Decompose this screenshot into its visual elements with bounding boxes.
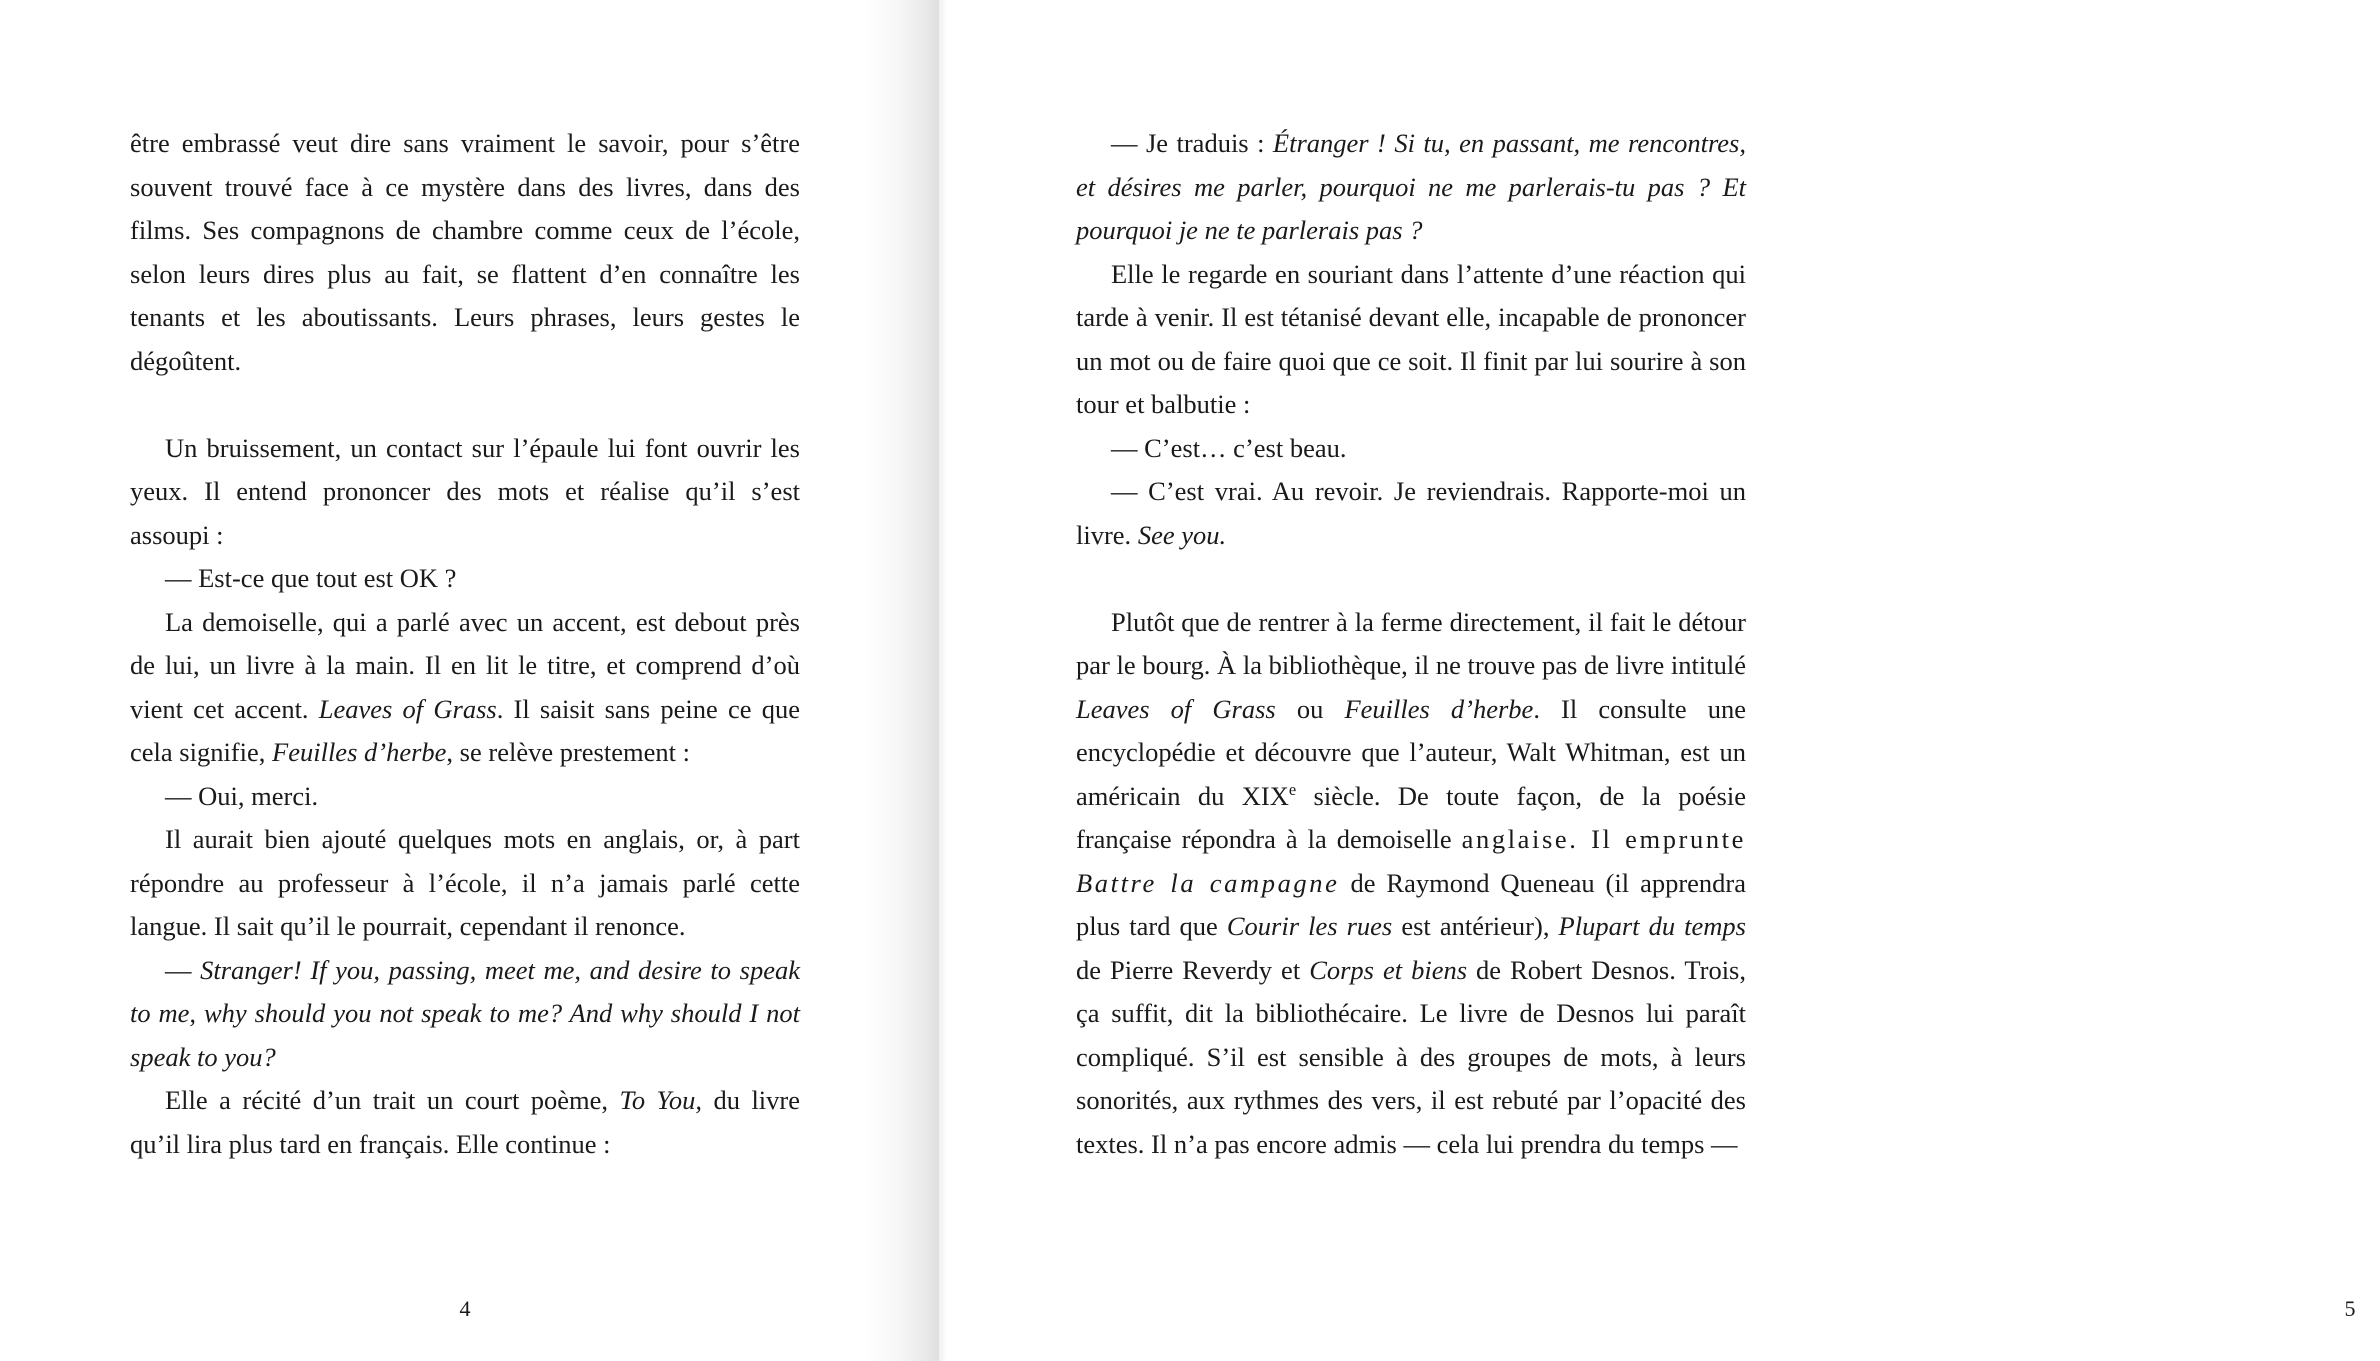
left-page-text xyxy=(130,122,800,1166)
right-page-text xyxy=(1076,122,1746,1166)
dialogue-line: — Est-ce que tout est OK ? xyxy=(165,563,457,593)
page-number: 5 xyxy=(2344,1296,2356,1321)
paragraph: Elle le regarde en souriant dans l’attente d’une réaction qui tarde à venir. Il est tétanisé devant elle, incapable de prononcer un mot ou de faire quoi que ce soit. Il finit par lui sourire à son tour et balbutie : xyxy=(1076,258,1746,419)
dialogue-line: — Je traduis : Étranger ! Si tu, en passant, me rencontres, et désires me parler, pourquoi ne me parlerais-tu pas ? Et pourquoi je ne te parlerais pas ? xyxy=(1076,128,1746,245)
dialogue-line: — Oui, merci. xyxy=(165,780,319,811)
dialogue-line: — C’est vrai. Au revoir. Je reviendrais. Rapporte-moi un livre. See you. xyxy=(1076,476,1746,550)
left-page xyxy=(0,0,939,1361)
paragraph: Plutôt que de rentrer à la ferme directement, il fait le détour par le bourg. À la bibliothèque, il ne trouve pas de livre intitulé Leaves of Grass ou Feuilles d’herbe. Il consulte une encyclopédie et découvre que l’auteur, Walt Whitman, est un américain du XIXe siècle. De toute façon, de la poésie française répondra à la demoiselle anglaise. Il emprunte Battre la campagne de Raymond Queneau (il apprendra plus tard que Courir les rues est antérieur), Plupart du temps de Pierre Reverdy et Corps et biens de Robert Desnos. Trois, ça suffit, dit la bibliothécaire. Le livre de Desnos lui paraît compliqué. S’il est sensible à des groupes de mots, à leurs sonorités, aux rythmes des vers, il est rebuté par l’opacité des textes. Il n’a pas encore admis — cela lui prendra du temps — xyxy=(1076,606,1747,1159)
paragraph: Un bruissement, un contact sur l’épaule lui font ouvrir les yeux. Il entend prononcer des mots et réalise qu’il s’est assoupi : xyxy=(130,432,800,550)
paragraph: Elle a récité d’un trait un court poème, To You, du livre qu’il lira plus tard en français. Elle continue : xyxy=(130,1085,801,1159)
book-title: Feuilles d’herbe xyxy=(272,737,447,767)
dialogue-line: — C’est… c’est beau. xyxy=(1111,432,1347,463)
poem-quote: — Stranger! If you, passing, meet me, and desire to speak to me, why should you not speak to me? And why should I not speak to you? xyxy=(130,954,800,1072)
translation-quote: Étranger ! Si tu, en passant, me rencontres, et désires me parler, pourquoi ne me parlerais-tu pas ? Et pourquoi je ne te parlerais pas ? xyxy=(1076,128,1746,245)
paragraph: La demoiselle, qui a parlé avec un accent, est debout près de lui, un livre à la main. Il en lit le titre, et comprend d’où vient cet accent. Leaves of Grass. Il saisit sans peine ce que cela signifie, Feuilles d’herbe, se relève prestement : xyxy=(130,606,800,767)
paragraph: être embrassé veut dire sans vraiment le savoir, pour s’être souvent trouvé face à ce mystère dans des livres, dans des films. Ses compagnons de chambre comme ceux de l’école, selon leurs dires plus au fait, se flattent d’en connaître les tenants et les aboutissants. Leurs phrases, leurs gestes le dégoûtent. xyxy=(130,128,800,376)
page-number: 4 xyxy=(459,1296,471,1321)
book-title: Plupart du temps xyxy=(1558,911,1746,941)
book-title: Battre la campagne xyxy=(1076,867,1340,898)
book-title: Leaves of Grass xyxy=(1076,693,1276,724)
book-title: Feuilles d’herbe xyxy=(1344,693,1534,724)
book-title: Corps et biens xyxy=(1309,954,1468,985)
book-title: Courir les rues xyxy=(1226,911,1393,941)
book-title: Leaves of Grass xyxy=(318,693,497,724)
paragraph: Il aurait bien ajouté quelques mots en anglais, or, à part répondre au professeur à l’école, il n’a jamais parlé cette langue. Il sait qu’il le pourrait, cependant il renonce. xyxy=(130,824,800,941)
poem-title: To You, xyxy=(619,1085,702,1115)
